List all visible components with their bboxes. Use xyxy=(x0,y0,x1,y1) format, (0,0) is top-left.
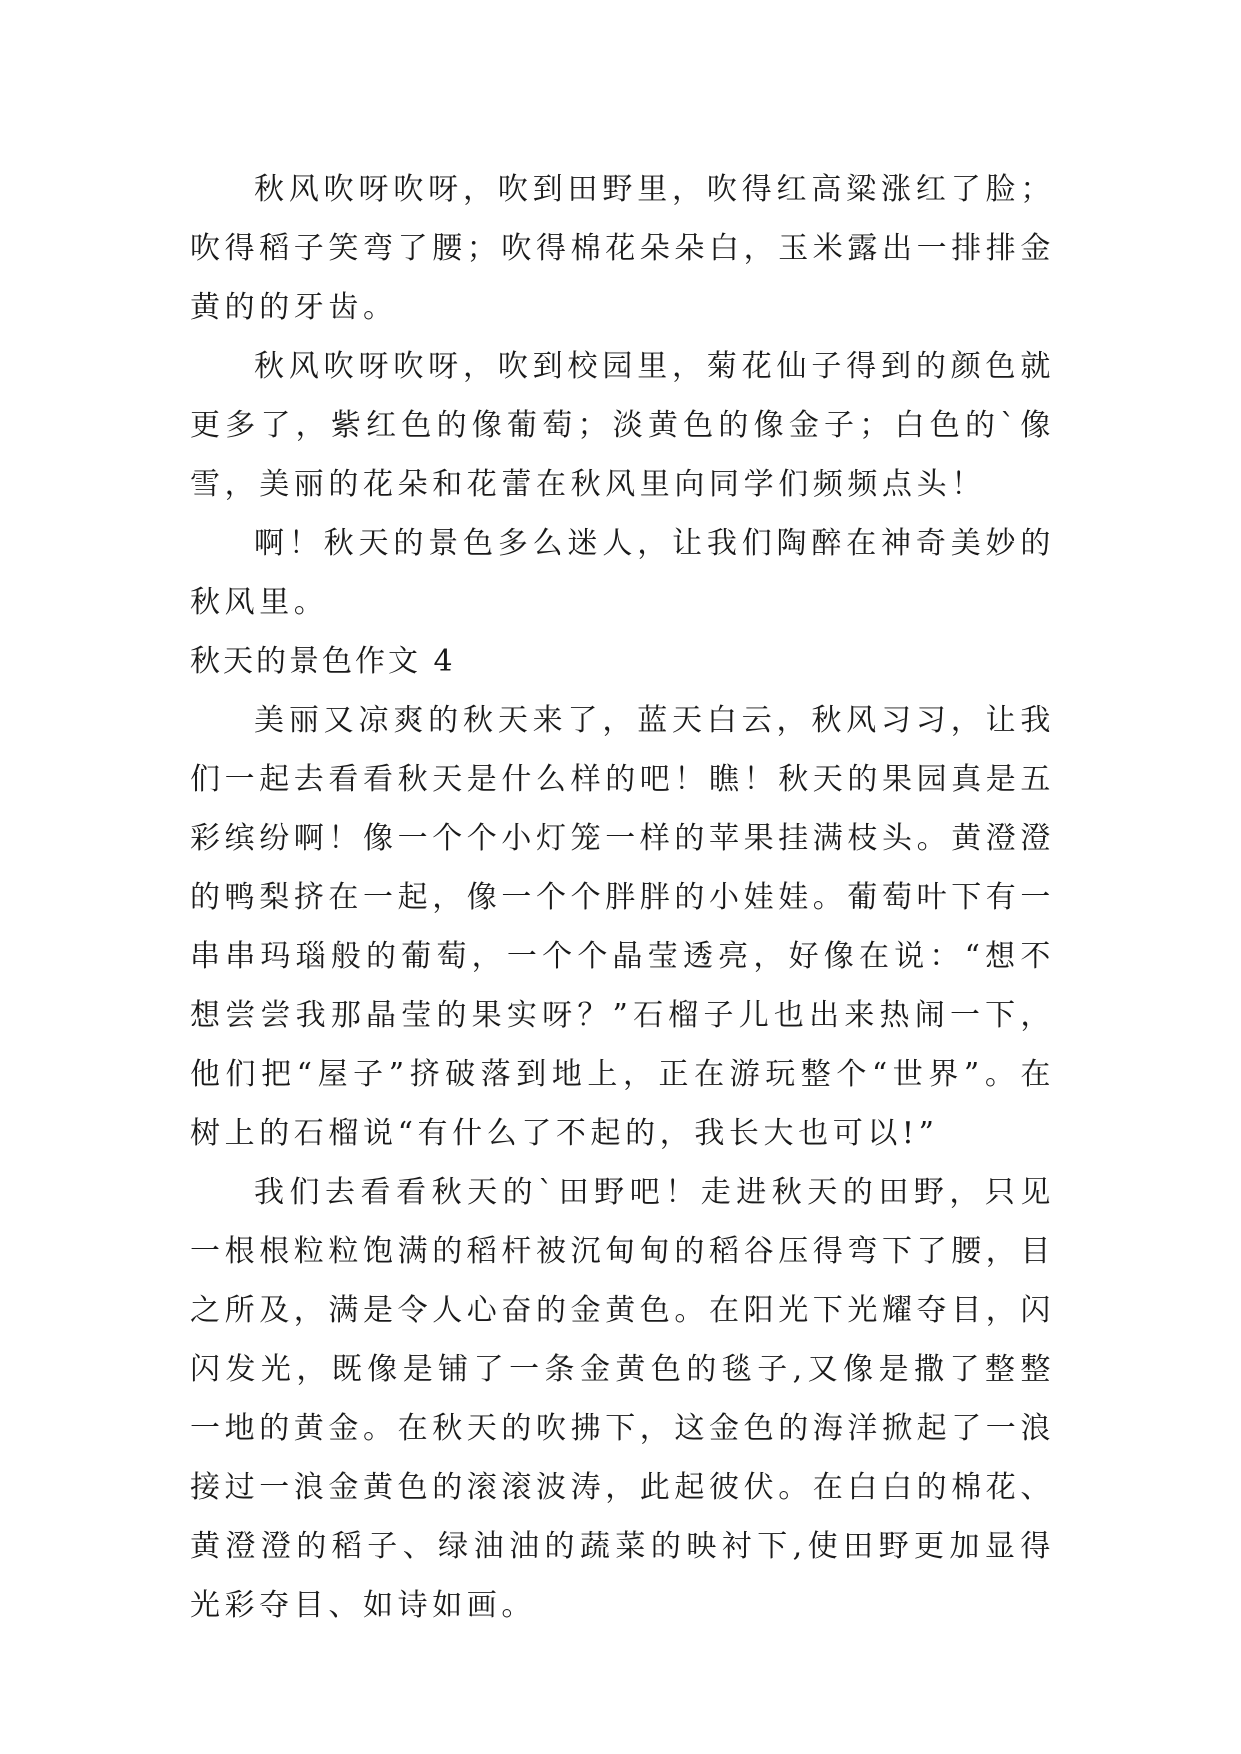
paragraph-wind-campus: 秋风吹呀吹呀，吹到校园里，菊花仙子得到的颜色就更多了，紫红色的像葡萄；淡黄色的像金子；白色的`像雪，美丽的花朵和花蕾在秋风里向同学们频频点头！ xyxy=(190,349,1055,502)
paragraph-wind-fields: 秋风吹呀吹呀，吹到田野里，吹得红高粱涨红了脸；吹得稻子笑弯了腰；吹得棉花朵朵白，玉米露出一排排金黄的的牙齿。 xyxy=(190,172,1055,325)
paragraph-fields: 我们去看看秋天的`田野吧！走进秋天的田野，只见一根根粒粒饱满的稻杆被沉甸甸的稻谷压得弯下了腰，目之所及，满是令人心奋的金黄色。在阳光下光耀夺目，闪闪发光，既像是铺了一条金黄色的毯子,又像是撒了整整一地的黄金。在秋天的吹拂下，这金色的海洋掀起了一浪接过一浪金黄色的滚滚波涛，此起彼伏。在白白的棉花、黄澄澄的稻子、绿油油的蔬菜的映衬下,使田野更加显得光彩夺目、如诗如画。 xyxy=(190,1175,1055,1623)
section-title: 秋天的景色作文 4 xyxy=(190,644,456,679)
document-body xyxy=(190,160,1055,1635)
paragraph-orchard: 美丽又凉爽的秋天来了，蓝天白云，秋风习习，让我们一起去看看秋天是什么样的吧！瞧！秋天的果园真是五彩缤纷啊！像一个个小灯笼一样的苹果挂满枝头。黄澄澄的鸭梨挤在一起，像一个个胖胖的小娃娃。葡萄叶下有一串串玛瑙般的葡萄，一个个晶莹透亮，好像在说：“想不想尝尝我那晶莹的果实呀？”石榴子儿也出来热闹一下，他们把“屋子”挤破落到地上，正在游玩整个“世界”。在树上的石榴说“有什么了不起的，我长大也可以!” xyxy=(190,703,1055,1151)
paragraph-autumn-charming: 啊！秋天的景色多么迷人，让我们陶醉在神奇美妙的秋风里。 xyxy=(190,526,1055,620)
